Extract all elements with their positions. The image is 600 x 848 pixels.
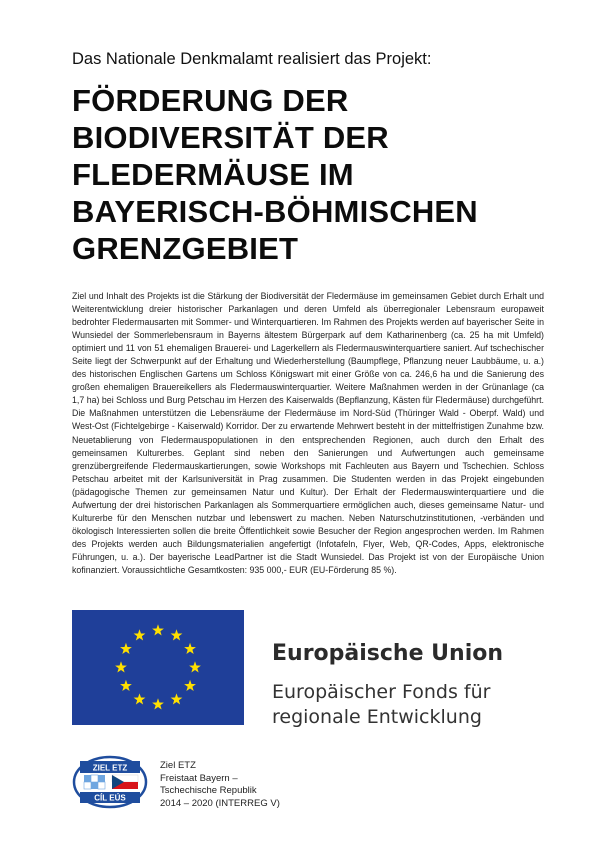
intro-line: Das Nationale Denkmalamt realisiert das Projekt: <box>72 50 432 68</box>
etz-logo-bottom-text: CÍL EÚS <box>94 793 126 803</box>
project-description: Ziel und Inhalt des Projekts ist die Stärkung der Biodiversität der Fledermäuse im gemeinsamen Gebiet durch Erhalt und Weiterentwicklung dreier historischer Parkanlagen und deren Umfeld als überregionaler Lebensraum europaweit bedrohter Fledermausarten mit Sommer- und Winterquartieren. Im Rahmen des Projekts werden auf bayerischer Seite in Wunsiedel der Sommerlebensraum in Bayerns ältestem Bürgerpark auf dem Katharinenberg (ca. 25 ha mit Umfeld) optimiert und 11 von 51 ehemaligen Brauerei- und Lagerkellern als Fledermauswinterquartiere saniert. Auf tschechischer Seite liegt der Schwerpunkt auf der Erhaltung und Wiederherstellung (Baumpflege, Pflanzung neuer Laubbäume, u. a.) des historischen Englischen Gartens um Schloss Königswart mit einer Größe von ca. 246,6 ha und die Sanierung des großen ehemaligen Brauereikellers als Fledermauswinterquartier. Weitere Maßnahmen werden in der Grünanlage (ca 1,7 ha) bei Schloss und Burg Petschau im Herzen des Kaiserwalds (Bepflanzung, Kästen für Fledermäuse) durchgeführt. Die Maßnahmen unterstützen die Lebensräume der Fledermäuse im Nord-Süd (Thüringer Wald - Oberpf. Wald) und West-Ost (Fichtelgebirge - Kaiserwald) Korridor. Der zu erwartende Mehrwert besteht in der mittelfristigen Zunahme bzw. Neuetablierung von Fledermauspopulationen in den entsprechenden Regionen, auch durch den Erhalt des gemeinsamen Kulturerbes. Geplant sind neben den Sanierungen und Aufwertungen auch gemeinsame grenzübergreifende Fledermauskartierungen, sowie Workshops mit Fachleuten aus Bayern und Tschechien. Schloss Petschau arbeitet mit der Karlsuniversität in Prag zusammen. Die Studenten werden in das Projekt eingebunden (pädagogische Themen zur gemeinsamen Natur und Kultur). Der Erhalt der Fledermauswinterquartiere und die Aufwertung der drei historischen Parkanlagen als Sommerquartiere ermöglichen auch, dieses gemeinsame Natur- und Kulturerbe für den Menschen nutzbar und lebenswert zu machen. Neben Naturschutzinstitutionen, -verbänden und ökologisch Interessierten sollen die breite Öffentlichkeit sowie Besucher der Region angesprochen werden. Im Rahmen des Projekts werden auch Bildungsmaterialien angefertigt (Infotafeln, Flyer, Web, QR-Codes, Apps, elektronische Führungen, u. a.). Der bayerische LeadPartner ist die Stadt Wunsiedel. Das Projekt ist von der Europäische Union kofinanziert. Voraussichtliche Gesamtkosten: 935 000,- EUR (EU-Förderung 85 %). <box>72 291 544 575</box>
eu-name: Europäische Union <box>272 641 504 666</box>
eu-flag-icon <box>72 610 244 725</box>
eu-fund-line: Europäischer Fonds für <box>272 681 491 703</box>
ziel-etz-logo-icon <box>72 755 148 809</box>
title-line: FLEDERMÄUSE IM <box>72 157 354 192</box>
title-line: GRENZGEBIET <box>72 231 299 266</box>
title-line: BIODIVERSITÄT DER <box>72 120 389 155</box>
etz-logo-czech-flag <box>112 775 138 789</box>
etz-line: Ziel ETZ <box>160 760 196 771</box>
title-line: BAYERISCH-BÖHMISCHEN <box>72 194 478 229</box>
etz-line: 2014 – 2020 (INTERREG V) <box>160 797 280 809</box>
etz-logo-top-text: ZIEL ETZ <box>92 763 128 773</box>
project-title <box>72 82 572 267</box>
title-line: FÖRDERUNG DER <box>72 83 349 118</box>
etz-logo-diamonds <box>84 775 105 789</box>
etz-line: Freistaat Bayern – <box>160 772 238 784</box>
eu-fund-line: regionale Entwicklung <box>272 706 482 728</box>
etz-programme-info <box>160 760 280 810</box>
eu-fund <box>272 680 562 730</box>
etz-line: Tschechische Republik <box>160 785 257 796</box>
eu-funding-block <box>272 640 562 730</box>
